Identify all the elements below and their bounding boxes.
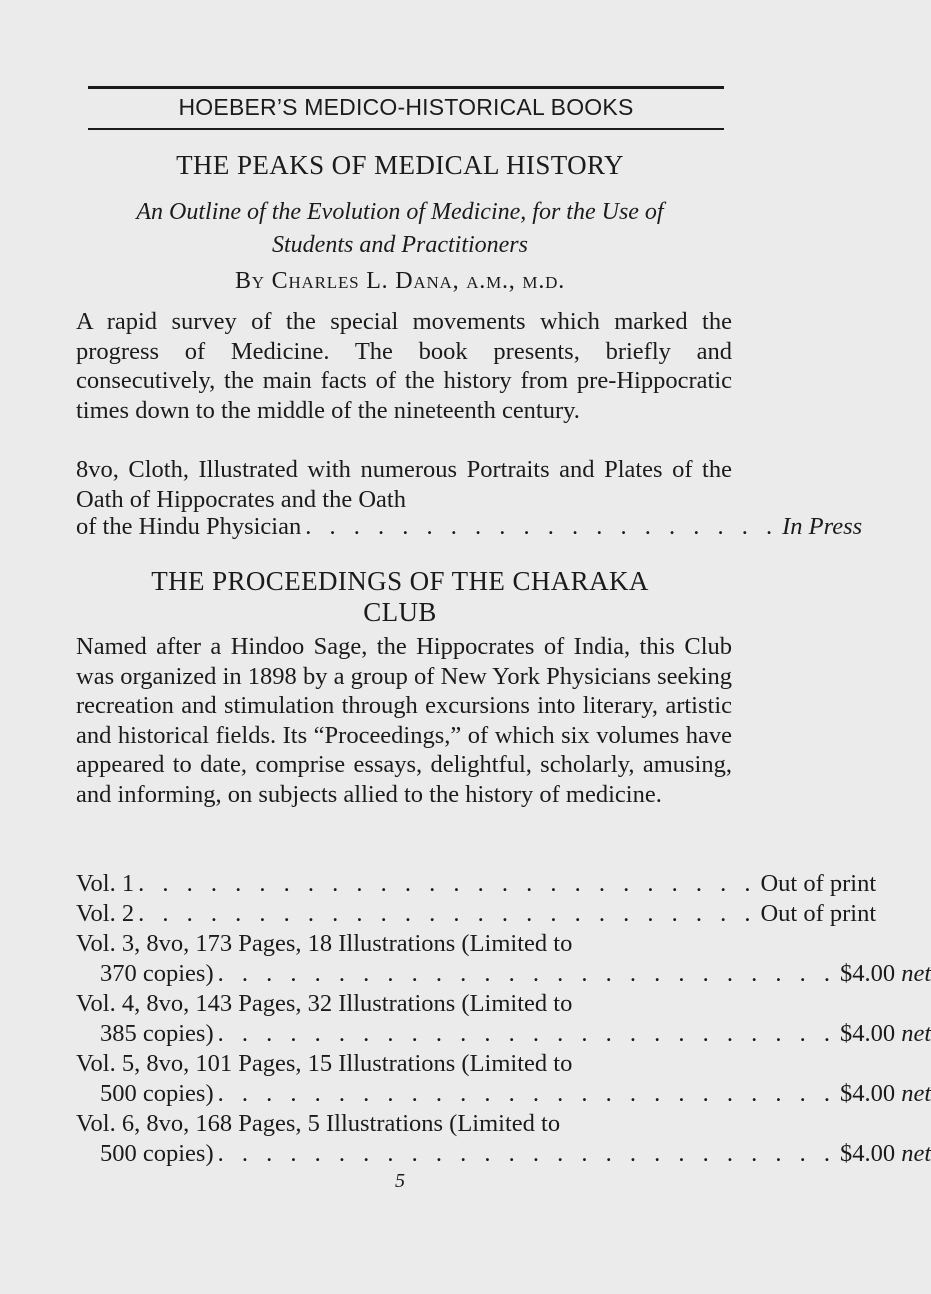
- leader-dots: . . . . . . . . . . . . . . . . . . . . . . . . . .: [138, 900, 757, 927]
- volume-net: net: [901, 1080, 931, 1107]
- book1-byline: By Charles L. Dana, a.m., m.d.: [234, 268, 566, 294]
- leader-dots: . . . . . . . . . . . . . . . . . . . . . . . . . .: [217, 960, 836, 987]
- header-rule-top: [88, 86, 724, 89]
- volume-label: Vol. 1: [76, 870, 135, 897]
- header-rule-bottom: [88, 128, 724, 130]
- book1-status: In Press: [782, 513, 863, 540]
- book1-subtitle-line1: An Outline of the Evolution of Medicine, for the Use of: [136, 199, 664, 225]
- volume-price-row: [100, 1140, 931, 1168]
- volume-copies: 385 copies): [100, 1020, 214, 1047]
- volume-row: [76, 870, 877, 898]
- volume-price-row: [100, 1020, 931, 1048]
- volume-status: Out of print: [760, 870, 877, 897]
- volume-details: Vol. 6, 8vo, 168 Pages, 5 Illustrations (Limited to: [76, 1110, 561, 1137]
- leader-dots: . . . . . . . . . . . . . . . . . . . . . . . . . .: [217, 1020, 836, 1047]
- book2-title-line2: CLUB: [363, 597, 437, 627]
- volume-details: Vol. 5, 8vo, 101 Pages, 15 Illustrations (Limited to: [76, 1050, 573, 1077]
- leader-dots: . . . . . . . . . . . . . . . . . . . . . . . . . .: [138, 870, 757, 897]
- volume-row: [76, 900, 877, 928]
- volume-price: $4.00: [840, 1140, 896, 1167]
- volume-details: Vol. 4, 8vo, 143 Pages, 32 Illustrations (Limited to: [76, 990, 573, 1017]
- running-head: HOEBER’S MEDICO-HISTORICAL BOOKS: [178, 94, 634, 120]
- book2-description: Named after a Hindoo Sage, the Hippocrates of India, this Club was organized in 1898 by a group of New York Physicians seeking recreation and stimulation through excursions into literary, artistic and historical fields. Its “Proceedings,” of which six volumes have appeared to date, comprise essays, delightful, scholarly, amusing, and informing, on subjects allied to the history of medicine.: [76, 633, 732, 808]
- volume-price: $4.00: [840, 1020, 896, 1047]
- book1-description: A rapid survey of the special movements which marked the progress of Medicine. The book presents, briefly and consecutively, the main facts of the history from pre-Hippocratic times down to the middle of the nineteenth century.: [76, 308, 732, 424]
- volume-net: net: [901, 960, 931, 987]
- volume-price-row: [100, 1080, 931, 1108]
- volume-label: Vol. 2: [76, 900, 135, 927]
- book2-title-line1: THE PROCEEDINGS OF THE CHARAKA: [151, 566, 649, 596]
- leader-dots: . . . . . . . . . . . . . . . . . . . .: [305, 513, 779, 540]
- volume-net: net: [901, 1020, 931, 1047]
- page-number: 5: [395, 1170, 405, 1192]
- volume-price: $4.00: [840, 1080, 896, 1107]
- volume-net: net: [901, 1140, 931, 1167]
- book1-format-last: of the Hindu Physician: [76, 513, 302, 540]
- volume-details: Vol. 3, 8vo, 173 Pages, 18 Illustrations (Limited to: [76, 930, 573, 957]
- volume-price: $4.00: [840, 960, 896, 987]
- volume-copies: 500 copies): [100, 1140, 214, 1167]
- book1-status-row: [76, 513, 863, 541]
- book1-title: THE PEAKS OF MEDICAL HISTORY: [176, 150, 624, 180]
- volume-copies: 370 copies): [100, 960, 214, 987]
- book1-format: 8vo, Cloth, Illustrated with numerous Portraits and Plates of the Oath of Hippocrates and the Oath: [76, 456, 732, 513]
- volume-price-row: [100, 960, 931, 988]
- book1-subtitle-line2: Students and Practitioners: [272, 232, 528, 258]
- volume-copies: 500 copies): [100, 1080, 214, 1107]
- volume-status: Out of print: [760, 900, 877, 927]
- leader-dots: . . . . . . . . . . . . . . . . . . . . . . . . . .: [217, 1140, 836, 1167]
- leader-dots: . . . . . . . . . . . . . . . . . . . . . . . . . .: [217, 1080, 836, 1107]
